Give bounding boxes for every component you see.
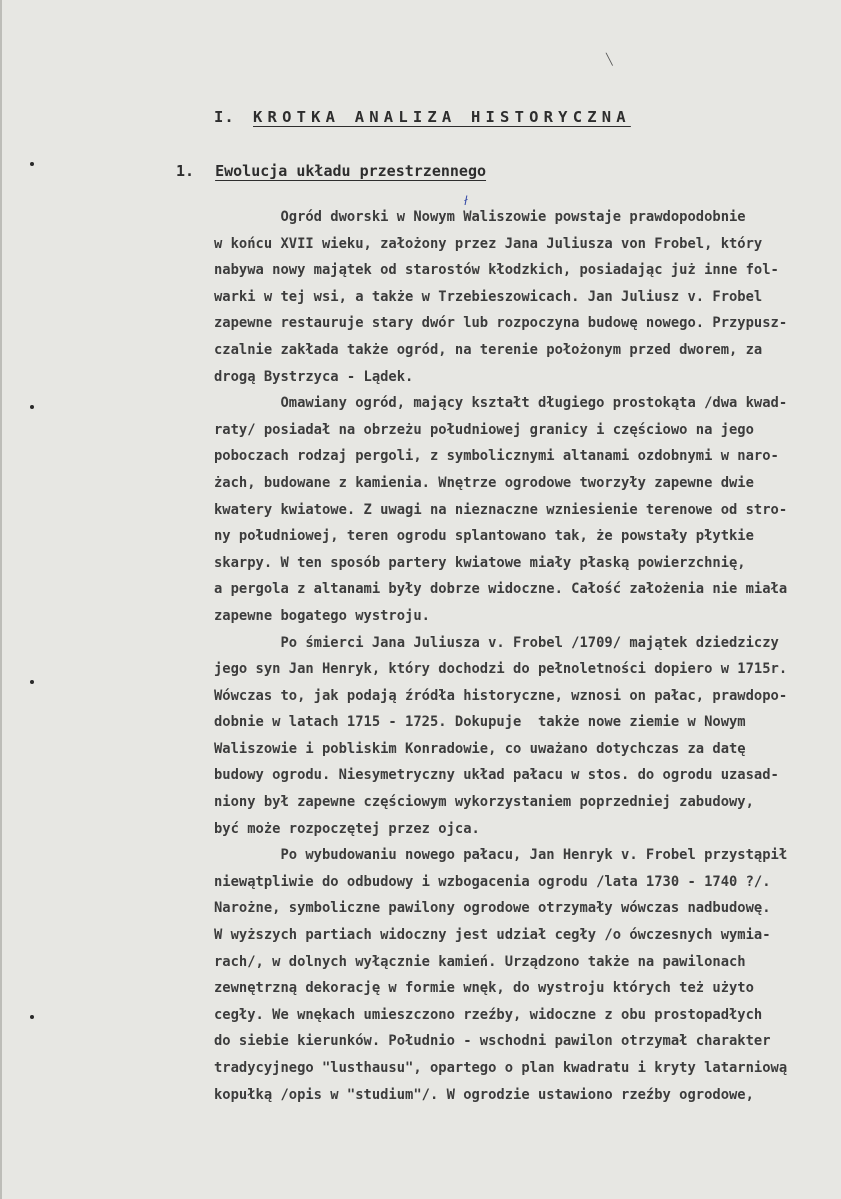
text-line: cegły. We wnękach umieszczono rzeźby, widoczne z obu prostopadłych	[214, 1006, 763, 1023]
text-line: Po wybudowaniu nowego pałacu, Jan Henryk v. Frobel przystąpił	[214, 847, 788, 864]
text-line: żach, budowane z kamienia. Wnętrze ogrodowe tworzyły zapewne dwie	[214, 474, 754, 491]
handwritten-correction: ł	[464, 194, 468, 208]
text-line: dobnie w latach 1715 - 1725. Dokupuje także nowe ziemie w Nowym	[214, 714, 746, 731]
text-line: kwatery kwiatowe. Z uwagi na nieznaczne wzniesienie terenowe od stro-	[214, 501, 788, 518]
text-line: raty/ posiadał na obrzeżu południowej granicy i częściowo na jego	[214, 421, 754, 438]
binding-hole-mark	[30, 680, 34, 684]
text-line: Po śmierci Jana Juliusza v. Frobel /1709/ majątek dziedziczy	[214, 634, 779, 651]
text-line: budowy ogrodu. Niesymetryczny układ pałacu w stos. do ogrodu uzasad-	[214, 767, 779, 784]
section-title: Ewolucja układu przestrzennego	[215, 162, 487, 180]
text-line: kopułką /opis w "studium"/. W ogrodzie ustawiono rzeźby ogrodowe,	[214, 1086, 754, 1103]
text-line: poboczach rodzaj pergoli, z symbolicznymi altanami ozdobnymi w naro-	[214, 448, 779, 465]
body-text	[214, 204, 834, 1108]
section-number: 1.	[176, 162, 195, 180]
text-line: a pergola z altanami były dobrze widoczne. Całość założenia nie miała	[214, 581, 788, 598]
text-line: niony był zapewne częściowym wykorzystaniem poprzedniej zabudowy,	[214, 794, 754, 811]
text-line: Ogród dworski w Nowym Waliszowie powstaje prawdopodobnie	[214, 209, 746, 225]
page-edge-line	[0, 0, 2, 1199]
text-line: warki w tej wsi, a także w Trzebieszowicach. Jan Juliusz v. Frobel	[214, 288, 763, 305]
text-line: zewnętrzną dekorację w formie wnęk, do wystroju których też użyto	[214, 980, 754, 997]
text-line: skarpy. W ten sposób partery kwiatowe miały płaską powierzchnię,	[214, 554, 746, 571]
text-line: tradycyjnego "lusthausu", opartego o plan kwadratu i kryty latarniową	[214, 1060, 788, 1076]
pen-mark: ╲	[606, 53, 613, 66]
text-line: zapewne restauruje stary dwór lub rozpoczyna budowę nowego. Przypusz-	[214, 315, 788, 332]
text-line: rach/, w dolnych wyłącznie kamień. Urządzono także na pawilonach	[214, 953, 746, 970]
text-line: W wyższych partiach widoczny jest udział cegły /o ówczesnych wymia-	[214, 927, 771, 944]
text-line: Narożne, symboliczne pawilony ogrodowe otrzymały wówczas nadbudowę.	[214, 900, 771, 917]
binding-hole-mark	[30, 1015, 34, 1019]
title-text: KROTKA ANALIZA HISTORYCZNA	[253, 108, 631, 126]
text-line: niewątpliwie do odbudowy i wzbogacenia ogrodu /lata 1730 - 1740 ?/.	[214, 873, 771, 890]
binding-hole-mark	[30, 162, 34, 166]
text-line: Waliszowie i pobliskim Konradowie, co uważano dotychczas za datę	[214, 740, 746, 757]
text-line: ny południowej, teren ogrodu splantowano tak, że powstały płytkie	[214, 528, 754, 545]
text-line: czalnie zakłada także ogród, na terenie położonym przed dworem, za	[214, 341, 763, 358]
text-line: być może rozpoczętej przez ojca.	[214, 820, 480, 837]
text-line: zapewne bogatego wystroju.	[214, 607, 430, 624]
text-line: nabywa nowy majątek od starostów kłodzkich, posiadając już inne fol-	[214, 262, 779, 279]
text-line: w końcu XVII wieku, założony przez Jana Juliusza von Frobel, który	[214, 235, 763, 252]
binding-hole-mark	[30, 405, 34, 409]
text-line: Wówczas to, jak podają źródła historyczne, wznosi on pałac, prawdopo-	[214, 687, 788, 704]
page-title	[214, 108, 734, 126]
text-line: jego syn Jan Henryk, który dochodzi do pełnoletności dopiero w 1715r.	[214, 661, 788, 678]
section-heading	[176, 162, 486, 180]
text-line: drogą Bystrzyca - Lądek.	[214, 368, 414, 385]
text-line: do siebie kierunków. Południo - wschodni pawilon otrzymał charakter	[214, 1033, 771, 1050]
text-line: Omawiany ogród, mający kształt długiego prostokąta /dwa kwad-	[214, 395, 788, 412]
title-number: I.	[214, 108, 235, 126]
